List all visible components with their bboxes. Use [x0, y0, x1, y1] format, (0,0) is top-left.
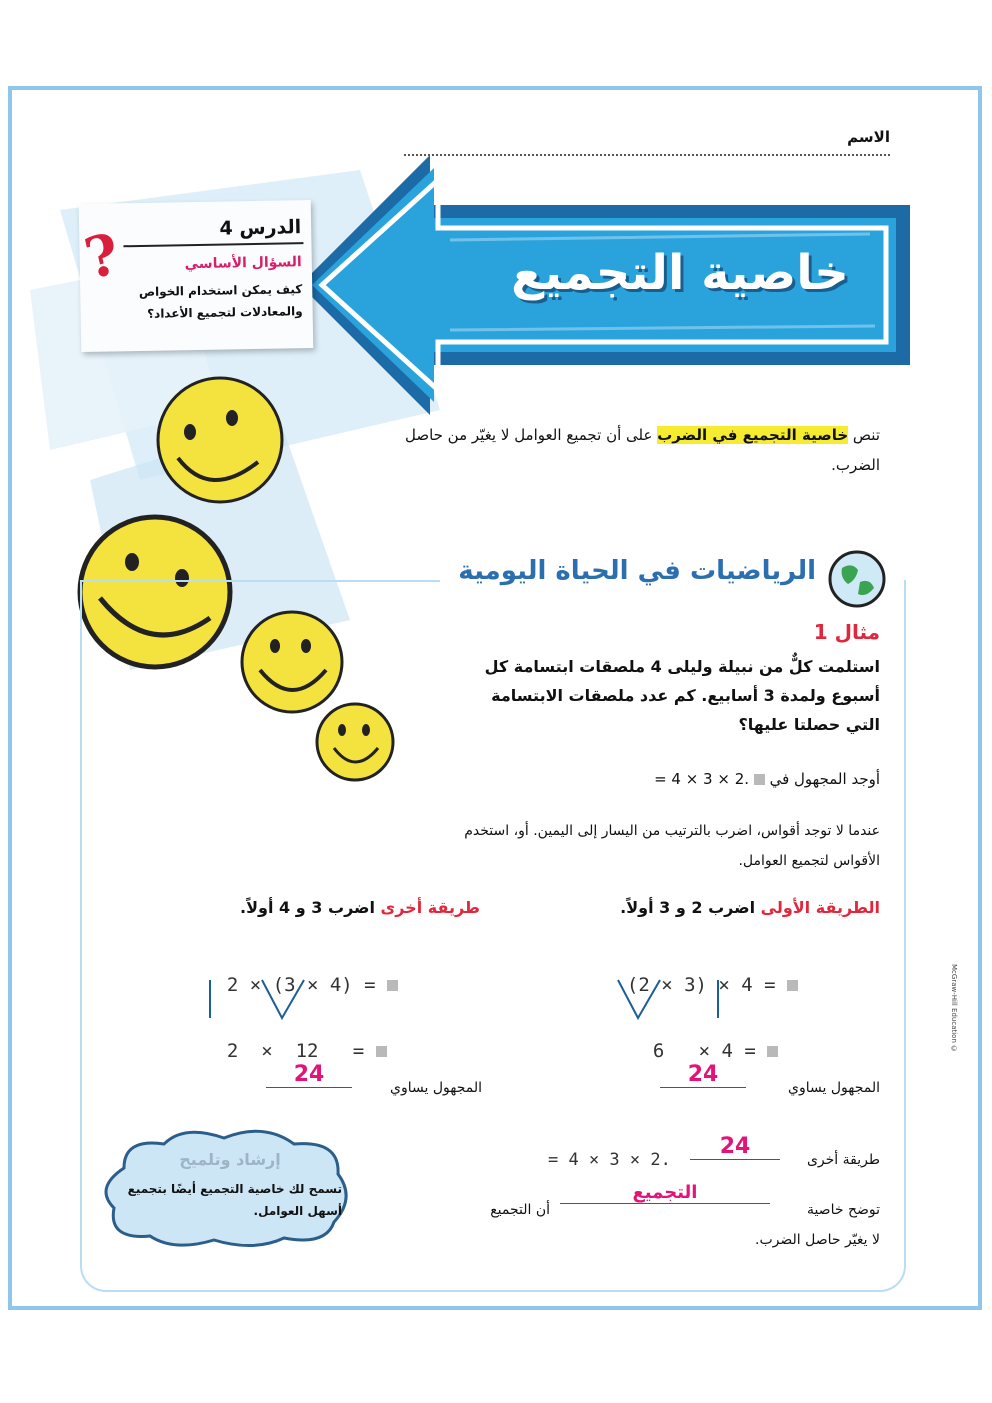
method-two-connectors — [200, 978, 330, 1022]
lesson-card — [79, 200, 314, 352]
method-one-label: الطريقة الأولى — [760, 898, 880, 917]
method-two — [180, 898, 480, 917]
side-credit: McGraw-Hill Education © — [950, 964, 958, 1054]
method-two-line2: 2 × 12 = — [204, 1018, 387, 1062]
summary-answer[interactable]: 24 — [690, 1134, 780, 1160]
lesson-divider — [123, 242, 303, 247]
unknown-box — [376, 1046, 387, 1057]
panel-top-line — [80, 580, 440, 582]
method-two-answer[interactable]: 24 — [266, 1062, 352, 1088]
intro-after: على أن تجميع العوامل لا يغيّر من حاصل الضرب. — [404, 426, 880, 474]
hint-title: إرشاد وتلميح — [179, 1150, 281, 1169]
unknown-box — [787, 980, 798, 991]
essential-question-title: السؤال الأساسي — [184, 254, 302, 273]
intro-text — [400, 420, 880, 480]
section-title: الرياضيات في الحياة اليومية — [458, 556, 816, 586]
method-one — [560, 898, 880, 917]
unknown-box — [754, 774, 765, 785]
example-problem: استلمت كلٌّ من نبيلة وليلى 4 ملصقات ابتسامة كل أسبوع ولمدة 3 أسابيع. كم عدد ملصقات الابتسامة التي حصلتا عليها؟ — [484, 657, 880, 734]
lesson-title: خاصية التجميع — [511, 245, 849, 301]
method-one-instruction: اضرب 2 و 3 أولاً. — [620, 898, 756, 917]
essential-question-text: كيف يمكن استخدام الخواص والمعادلات لتجميع الأعداد؟ — [138, 282, 303, 321]
unknown-box — [767, 1046, 778, 1057]
globe-icon — [826, 548, 888, 610]
summary-end: أن التجميع — [490, 1202, 550, 1218]
summary-property[interactable]: التجميع — [560, 1182, 770, 1204]
intro-highlight: خاصية التجميع في الضرب — [657, 426, 849, 444]
summary-start: توضح خاصية — [806, 1202, 880, 1218]
intro-before: تنص — [852, 426, 880, 444]
summary-line3: لا يغيّر حاصل الضرب. — [755, 1232, 880, 1248]
find-unknown — [560, 770, 880, 788]
method-two-label: طريقة أخرى — [380, 898, 480, 917]
find-prefix: أوجد المجهول في — [769, 770, 880, 788]
method-one-connectors — [610, 978, 740, 1022]
summary-expression: = 4 × 3 × 2. — [548, 1150, 671, 1170]
method-one-answer[interactable]: 24 — [660, 1062, 746, 1088]
unknown-box — [387, 980, 398, 991]
lesson-number: الدرس 4 — [219, 216, 302, 240]
method-one-line2: 6 × 4 = — [630, 1018, 778, 1062]
summary-label: طريقة أخرى — [806, 1152, 880, 1168]
order-rule: عندما لا توجد أقواس، اضرب بالترتيب من اليسار إلى اليمين. أو، استخدم الأقواس لتجميع العوامل. — [464, 823, 880, 869]
method-two-answer-label: المجهول يساوي — [390, 1080, 482, 1096]
hint-text: تسمح لك خاصية التجميع أيضًا بتجميع أسهل العوامل. — [127, 1182, 342, 1218]
method-two-line1: 2 × (3 × 4) = — [204, 952, 398, 996]
example-heading: مثال 1 — [813, 620, 880, 644]
question-mark-icon: ? — [78, 220, 126, 293]
method-one-answer-label: المجهول يساوي — [788, 1080, 880, 1096]
name-label: الاسم — [847, 128, 890, 146]
method-two-instruction: اضرب 3 و 4 أولاً. — [240, 898, 375, 917]
find-expression: = 4 × 3 × 2. — [654, 770, 750, 788]
smiley-icon — [158, 378, 282, 502]
method-one-line1: (2 × 3) × 4 = — [604, 952, 798, 996]
